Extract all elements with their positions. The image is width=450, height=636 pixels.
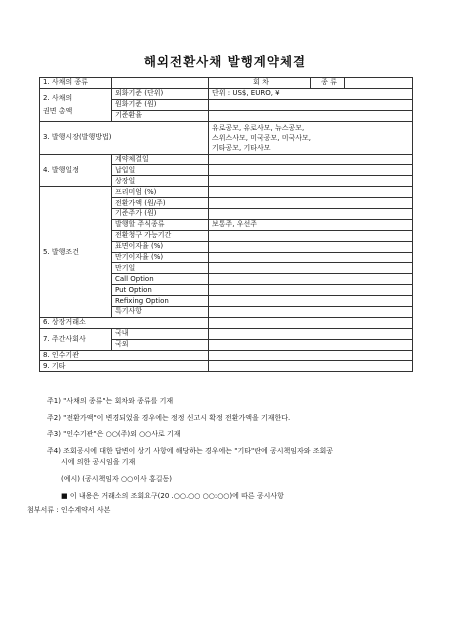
- label-other: 9. 기타: [40, 361, 209, 372]
- note-4: 주4) 조회공시에 대한 답변이 상기 사항에 해당하는 경우에는 "기타"란에 공시책임자와 조회공: [47, 446, 334, 455]
- label-exchange: 6. 상장거래소: [40, 317, 209, 328]
- value-currency-unit: 단위 : US$, EURO, ¥: [209, 88, 413, 99]
- value-market-options: 유로공모, 유로사모, 뉴스공모, 스위스사모, 미국공모, 미국사모, 기타공모, 기타사모: [209, 121, 413, 154]
- term-stock-type: 발행할 주식종류: [112, 219, 209, 230]
- label-lead-manager: 7. 주간사회사: [40, 328, 112, 350]
- label-bond-type: 1. 사채의 종류: [40, 78, 112, 89]
- term-call-option: Call Option: [112, 274, 209, 285]
- term-conversion-period: 전환청구 가능기간: [112, 230, 209, 241]
- term-conversion-price: 전환가액 (원/주): [112, 198, 209, 209]
- label-won-amount: 원화기준 (원): [112, 99, 209, 110]
- label-payment-date: 납입일: [112, 165, 209, 176]
- label-foreign-amount: 외화기준 (단위): [112, 88, 209, 99]
- label-exchange-rate: 기준환율: [112, 110, 209, 121]
- label-face-amount: 2. 사채의 권면 총액: [40, 88, 112, 121]
- note-1: 주1) "사채의 종류"는 회차와 종류를 기재: [47, 397, 174, 405]
- label-series: 회 차: [209, 78, 311, 89]
- term-premium: 프리미엄 (%): [112, 187, 209, 198]
- label-domestic: 국내: [112, 328, 209, 339]
- attachment-line: 첨부서류 : 인수계약서 사본: [27, 506, 111, 514]
- footnotes: [47, 396, 417, 507]
- term-base-price: 기준주가 (원): [112, 209, 209, 220]
- label-overseas: 국외: [112, 339, 209, 350]
- note-disclosure: ■ 이 내용은 거래소의 조회요구(20 .○○.○○ ○○:○○)에 따른 공시사항: [61, 491, 284, 500]
- term-coupon-rate: 표면이자율 (%): [112, 241, 209, 252]
- disclosure-form-table: [39, 77, 413, 372]
- term-refixing-option: Refixing Option: [112, 296, 209, 307]
- label-market: 3. 발행시장(발행방법): [40, 121, 209, 154]
- label-issue-terms: 5. 발행조건: [40, 187, 112, 318]
- note-2: 주2) "전환가액"이 변경되었을 경우에는 정정 신고시 확정 전환가액을 기재한다.: [47, 413, 291, 422]
- term-put-option: Put Option: [112, 285, 209, 296]
- document-title: 해외전환사채 발행계약체결: [143, 54, 307, 69]
- label-kind: 종 류: [311, 78, 345, 89]
- term-special-notes: 특기사항: [112, 307, 209, 318]
- label-contract-date: 계약체결일: [112, 154, 209, 165]
- label-listing-date: 상장일: [112, 176, 209, 187]
- note-3: 주3) "인수기관"은 ○○(주)외 ○○사로 기재: [47, 430, 181, 439]
- term-maturity-rate: 만기이자율 (%): [112, 252, 209, 263]
- note-4-continued: 시에 의한 공시임을 기재: [61, 458, 136, 467]
- note-4-example: (예시) (공시책임자 ○○이사 홍길동): [61, 474, 172, 483]
- label-underwriter: 8. 인수기관: [40, 350, 209, 361]
- value-stock-type: 보통주, 우선주: [209, 219, 413, 230]
- label-schedule: 4. 발행일정: [40, 154, 112, 187]
- term-maturity-date: 만기일: [112, 263, 209, 274]
